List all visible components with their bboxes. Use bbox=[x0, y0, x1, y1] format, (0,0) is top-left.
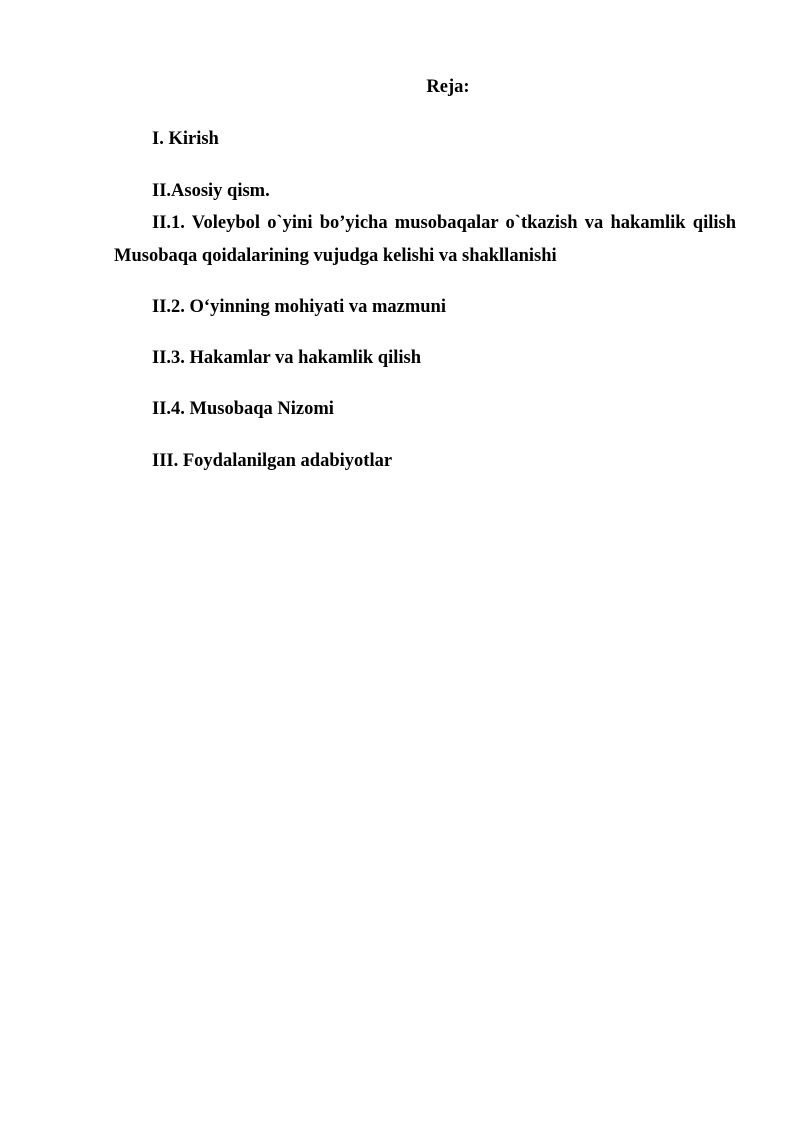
toc-item-asosiy-qism: II.Asosiy qism. bbox=[152, 181, 270, 201]
toc-item-2-3: II.3. Hakamlar va hakamlik qilish bbox=[152, 348, 422, 368]
toc-item-2-2: II.2. O‘yinning mohiyati va mazmuni bbox=[152, 297, 446, 317]
toc-item-2-1-line2: Musobaqa qoidalarining vujudga kelishi va shakllanishi bbox=[114, 246, 557, 266]
page-title: Reja: bbox=[426, 77, 470, 97]
toc-item-kirish: I. Kirish bbox=[152, 129, 219, 149]
toc-item-adabiyotlar: III. Foydalanilgan adabiyotlar bbox=[152, 451, 393, 471]
toc-item-2-1-line1: II.1. Voleybol o`yini bo’yicha musobaqalar o`tkazish va hakamlik qilish bbox=[152, 213, 736, 233]
toc-item-2-4: II.4. Musobaqa Nizomi bbox=[152, 399, 334, 419]
